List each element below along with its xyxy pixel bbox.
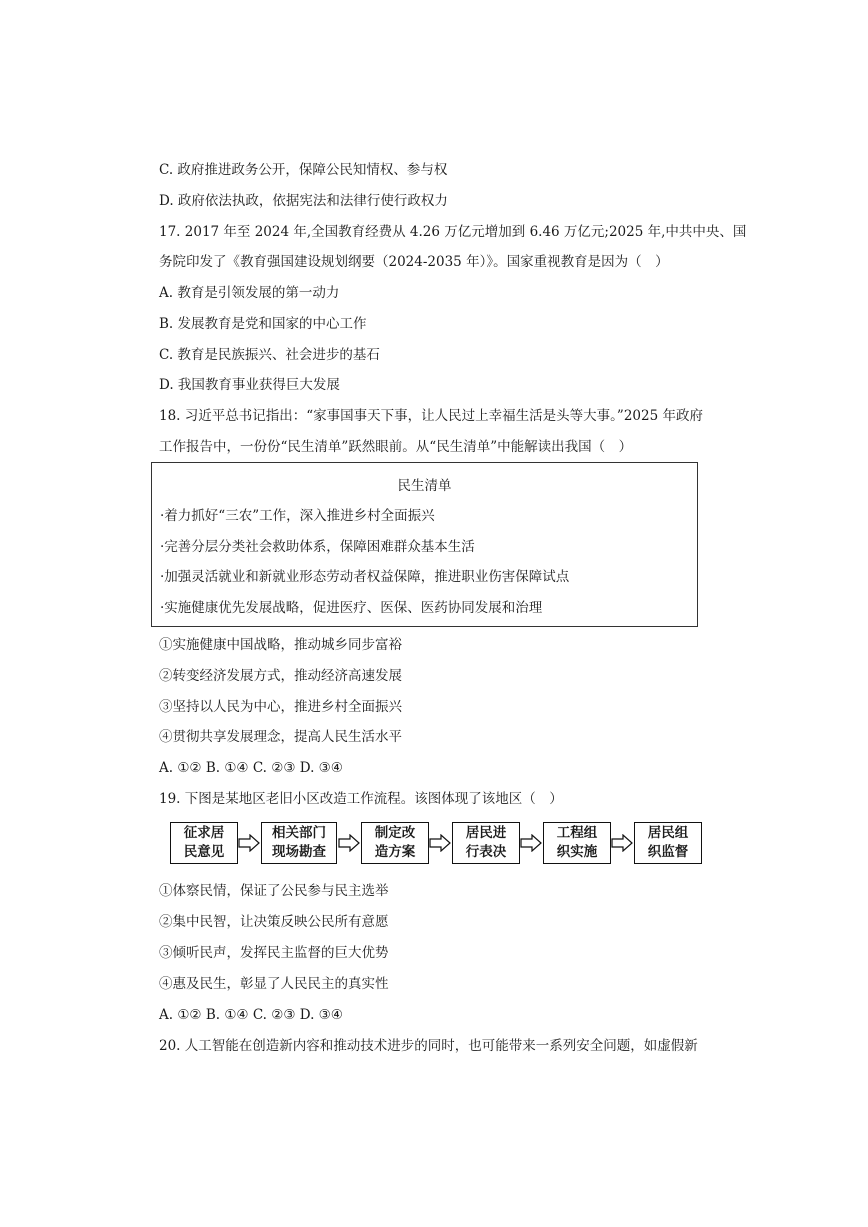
flow-node-4 xyxy=(452,822,520,864)
option-d-prev: D. 政府依法执政，依据宪法和法律行使行政权力 xyxy=(159,193,448,209)
q18-answer-choices: A. ①② B. ①④ C. ②③ D. ③④ xyxy=(159,760,343,776)
q19-answer-choices: A. ①② B. ①④ C. ②③ D. ③④ xyxy=(159,1007,343,1023)
q19-statement-2: ②集中民智，让决策反映公民所有意愿 xyxy=(159,914,389,930)
q17-stem-line2: 务院印发了《教育强国建设规划纲要（2024-2035 年）》。国家重视教育是因为（ ） xyxy=(159,254,669,270)
livelihood-item: ·完善分层分类社会救助体系，保障困难群众基本生活 xyxy=(160,539,475,555)
q17-option-a: A. 教育是引领发展的第一动力 xyxy=(159,285,340,301)
q17-option-b: B. 发展教育是党和国家的中心工作 xyxy=(159,316,367,332)
flow-node-6 xyxy=(634,822,702,864)
q17-option-c: C. 教育是民族振兴、社会进步的基石 xyxy=(159,347,380,363)
arrow-icon xyxy=(611,834,633,852)
livelihood-item: ·实施健康优先发展战略，促进医疗、医保、医药协同发展和治理 xyxy=(160,600,543,616)
q19-statement-1: ①体察民情，保证了公民参与民主选举 xyxy=(159,883,389,899)
q18-stem-line1: 18. 习近平总书记指出：“家事国事天下事，让人民过上幸福生活是头等大事。”2025 年政府 xyxy=(159,408,703,424)
flow-node-text: 造方案 xyxy=(374,844,416,860)
q19-statement-3: ③倾听民声，发挥民主监督的巨大优势 xyxy=(159,945,389,961)
livelihood-item: ·着力抓好“三农”工作，深入推进乡村全面振兴 xyxy=(160,508,435,524)
flow-node-1 xyxy=(170,822,238,864)
livelihood-list-box xyxy=(151,462,698,627)
flow-node-text: 现场勘查 xyxy=(272,844,326,860)
flow-node-5 xyxy=(543,822,611,864)
flow-node-text: 织实施 xyxy=(556,844,598,860)
flow-node-text: 居民进 xyxy=(465,825,507,841)
option-c-prev: C. 政府推进政务公开，保障公民知情权、参与权 xyxy=(159,162,448,178)
q18-statement-1: ①实施健康中国战略，推动城乡同步富裕 xyxy=(159,637,402,653)
q20-stem-line1: 20. 人工智能在创造新内容和推动技术进步的同时，也可能带来一系列安全问题，如虚假新 xyxy=(159,1038,698,1054)
q17-stem-line1: 17. 2017 年至 2024 年,全国教育经费从 4.26 万亿元增加到 6.46 万亿元;2025 年,中共中央、国 xyxy=(159,224,747,240)
q19-stem: 19. 下图是某地区老旧小区改造工作流程。该图体现了该地区（ ） xyxy=(159,791,563,807)
flow-node-text: 行表决 xyxy=(465,844,507,860)
q17-option-d: D. 我国教育事业获得巨大发展 xyxy=(159,377,340,393)
flow-node-text: 相关部门 xyxy=(272,825,326,841)
flow-node-text: 征求居 xyxy=(183,825,225,841)
q18-statement-4: ④贯彻共享发展理念，提高人民生活水平 xyxy=(159,729,402,745)
flow-node-text: 居民组 xyxy=(647,825,689,841)
arrow-icon xyxy=(520,834,542,852)
flow-node-text: 织监督 xyxy=(647,844,689,860)
livelihood-item: ·加强灵活就业和新就业形态劳动者权益保障，推进职业伤害保障试点 xyxy=(160,569,570,585)
arrow-icon xyxy=(238,834,260,852)
flow-node-text: 工程组 xyxy=(556,825,598,841)
flow-node-text: 制定改 xyxy=(374,825,416,841)
q19-statement-4: ④惠及民生，彰显了人民民主的真实性 xyxy=(159,976,389,992)
q18-statement-2: ②转变经济发展方式，推动经济高速发展 xyxy=(159,668,402,684)
arrow-icon xyxy=(429,834,451,852)
flow-node-text: 民意见 xyxy=(183,844,225,860)
q18-statement-3: ③坚持以人民为中心，推进乡村全面振兴 xyxy=(159,699,402,715)
flow-node-2 xyxy=(261,822,337,864)
livelihood-list-title: 民生清单 xyxy=(397,478,452,494)
q18-stem-line2: 工作报告中，一份份“民生清单”跃然眼前。从“民生清单”中能解读出我国（ ） xyxy=(159,439,633,455)
flow-node-3 xyxy=(361,822,429,864)
arrow-icon xyxy=(338,834,360,852)
